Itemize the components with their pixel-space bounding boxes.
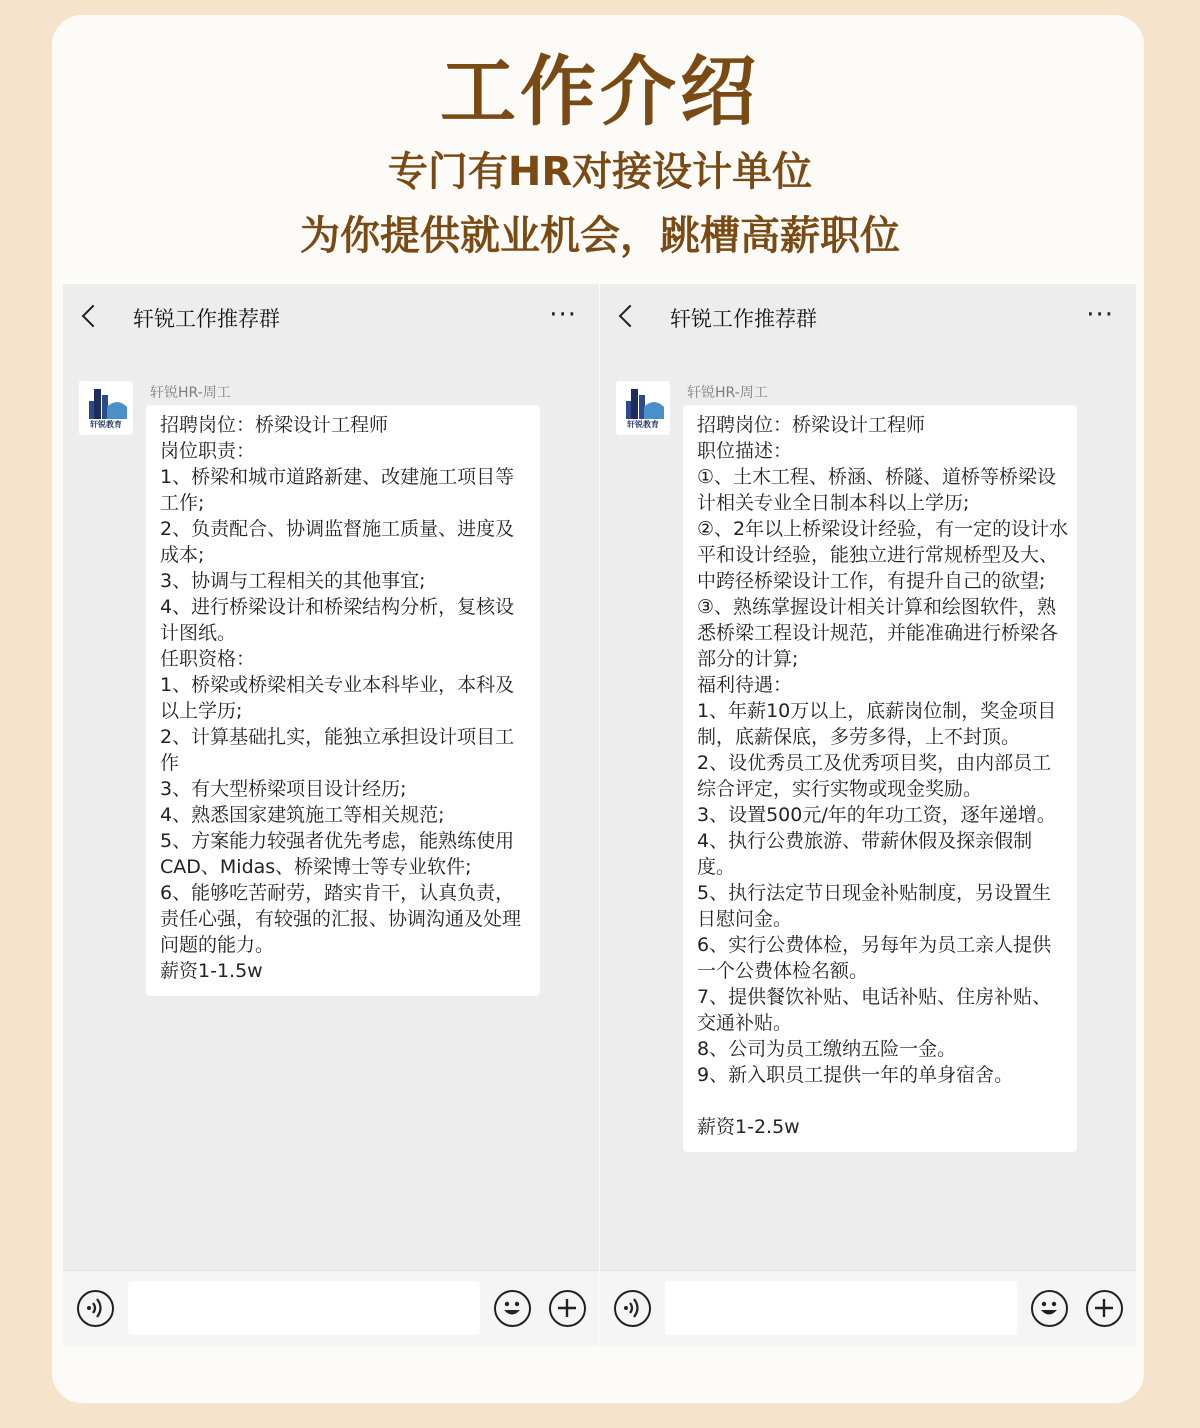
building-logo-icon [79, 381, 133, 421]
back-arrow-icon[interactable] [82, 305, 105, 328]
emoji-icon[interactable] [1031, 1290, 1068, 1327]
message-input[interactable] [665, 1281, 1017, 1335]
chat-header [600, 284, 1136, 354]
voice-icon[interactable] [77, 1290, 114, 1327]
back-arrow-icon[interactable] [619, 305, 642, 328]
avatar[interactable] [79, 381, 133, 435]
more-options-icon[interactable]: ··· [1086, 300, 1114, 330]
chat-header [63, 284, 599, 354]
more-options-icon[interactable]: ··· [549, 300, 577, 330]
add-icon[interactable] [549, 1290, 586, 1327]
avatar[interactable] [616, 381, 670, 435]
avatar-label: 轩锐教育 [627, 420, 659, 429]
sender-name: 轩锐HR-周工 [150, 385, 231, 401]
avatar-label: 轩锐教育 [90, 420, 122, 429]
chat-group-title: 轩锐工作推荐群 [670, 307, 817, 331]
message-bubble[interactable]: 招聘岗位：桥梁设计工程师 岗位职责： 1、桥梁和城市道路新建、改建施工项目等工作; 2、负责配合、协调监督施工质量、进度及成本; 3、协调与工程相关的其他事宜; 4、进行桥梁设计和桥梁结构分析，复核设计图纸。 任职资格： 1、桥梁或桥梁相关专业本科毕业，本科及以上学历; 2、计算基础扎实，能独立承担设计项目工作 3、有大型桥梁项目设计经历; 4、熟悉国家建筑施工等相关规范; 5、方案能力较强者优先考虑，能熟练使用CAD、Midas、桥梁博士等专业软件; 6、能够吃苦耐劳，踏实肯干，认真负责，责任心强，有较强的汇报、协调沟通及处理问题的能力。 薪资1-1.5w [146, 405, 540, 996]
chat-input-bar [600, 1270, 1136, 1346]
page-title: 工作介绍 [440, 47, 760, 136]
chat-input-bar [63, 1270, 599, 1346]
chat-screen-left [63, 284, 599, 1346]
building-logo-icon [616, 381, 670, 421]
subtitle-line-2: 为你提供就业机会，跳槽高薪职位 [300, 213, 900, 259]
add-icon[interactable] [1086, 1290, 1123, 1327]
voice-icon[interactable] [614, 1290, 651, 1327]
chat-group-title: 轩锐工作推荐群 [133, 307, 280, 331]
chat-screen-right [600, 284, 1136, 1346]
message-input[interactable] [128, 1281, 480, 1335]
emoji-icon[interactable] [494, 1290, 531, 1327]
message-bubble[interactable]: 招聘岗位：桥梁设计工程师 职位描述： ①、土木工程、桥涵、桥隧、道桥等桥梁设计相关专业全日制本科以上学历; ②、2年以上桥梁设计经验，有一定的设计水平和设计经验，能独立进行常规桥型及大、中跨径桥梁设计工作，有提升自己的欲望; ③、熟练掌握设计相关计算和绘图软件，熟悉桥梁工程设计规范，并能准确进行桥梁各部分的计算; 福利待遇： 1、年薪10万以上，底薪岗位制，奖金项目制，底薪保底，多劳多得，上不封顶。 2、设优秀员工及优秀项目奖，由内部员工综合评定，实行实物或现金奖励。 3、设置500元/年的年功工资，逐年递增。 4、执行公费旅游、带薪休假及探亲假制度。 5、执行法定节日现金补贴制度，另设置生日慰问金。 6、实行公费体检，另每年为员工亲人提供一个公费体检名额。 7、提供餐饮补贴、电话补贴、住房补贴、交通补贴。 8、公司为员工缴纳五险一金。 9、新入职员工提供一年的单身宿舍。 薪资1-2.5w [683, 405, 1077, 1152]
sender-name: 轩锐HR-周工 [687, 385, 768, 401]
subtitle-line-1: 专门有HR对接设计单位 [387, 149, 813, 195]
